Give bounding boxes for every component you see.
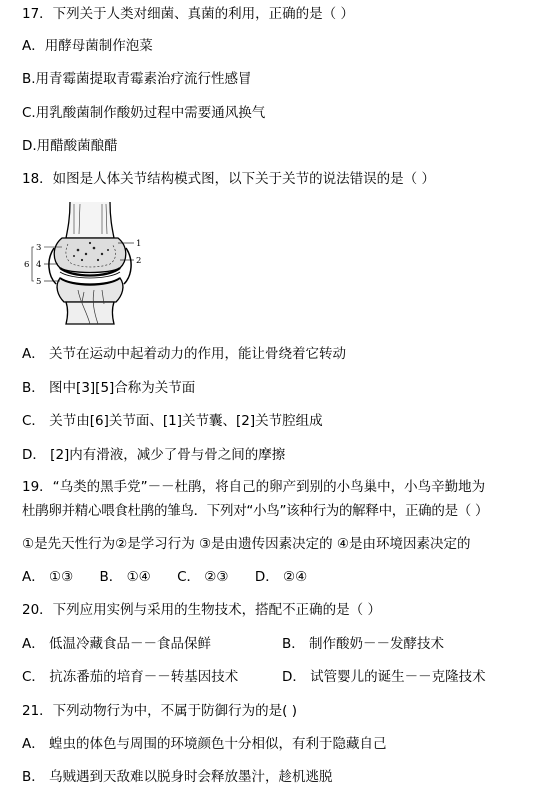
figure-label-3: 3 [36,243,42,253]
q19-options [22,568,307,586]
q20-option-c: C． 抗冻番茄的培育－－转基因技术 [22,669,239,685]
figure-label-2: 2 [136,256,142,266]
q19-option-b: B． ①④ [99,569,151,585]
q21-option-b: B． 乌贼遇到天敌难以脱身时会释放墨汁，趁机逃脱 [22,769,333,785]
figure-label-4: 4 [36,260,42,270]
q21-option-a: A． 蝗虫的体色与周围的环境颜色十分相似，有利于隐藏自己 [22,736,387,752]
q21-stem: 21．下列动物行为中，不属于防御行为的是( ) [22,703,298,719]
q20-option-d: D． 试管婴儿的诞生－－克隆技术 [282,669,486,685]
joint-structure-diagram [22,198,152,326]
figure-label-5: 5 [36,277,42,287]
q17-option-a: A．用酵母菌制作泡菜 [22,38,153,54]
q17-option-b: B.用青霉菌提取青霉素治疗流行性感冒 [22,71,252,87]
q19-stem-line-2: 杜鹃卵并精心喂食杜鹃的雏鸟．下列对“小鸟”该种行为的解释中，正确的是（ ） [22,503,489,519]
q17-stem: 17．下列关于人类对细菌、真菌的利用，正确的是（ ） [22,6,354,22]
q18-option-b: B． 图中[3][5]合称为关节面 [22,380,196,396]
q19-option-d: D． ②④ [254,569,308,585]
q20-option-b: B． 制作酸奶－－发酵技术 [282,636,445,652]
q20-stem: 20．下列应用实例与采用的生物技术，搭配不正确的是（ ） [22,602,381,618]
figure-label-6: 6 [24,260,30,270]
figure-label-1: 1 [136,239,142,249]
q18-stem: 18．如图是人体关节结构模式图，以下关于关节的说法错误的是（ ） [22,171,435,187]
q17-option-d: D.用醋酸菌酿醋 [22,138,118,154]
q19-option-c: C． ②③ [177,569,229,585]
q18-option-d: D． [2]内有滑液，减少了骨与骨之间的摩擦 [22,447,286,463]
q18-option-a: A． 关节在运动中起着动力的作用，能让骨绕着它转动 [22,346,347,362]
q20-option-a: A． 低温冷藏食品－－食品保鲜 [22,636,212,652]
q18-option-c: C． 关节由[6]关节面、[1]关节囊、[2]关节腔组成 [22,413,323,429]
q19-stem-line-1: 19．“乌类的黑手党”－－杜鹃，将自己的卵产到别的小鸟巢中，小鸟辛勤地为 [22,479,486,495]
q19-option-a: A． ①③ [22,569,74,585]
q19-statements: ①是先天性行为②是学习行为 ③是由遗传因素决定的 ④是由环境因素决定的 [22,536,471,552]
q17-option-c: C.用乳酸菌制作酸奶过程中需要通风换气 [22,105,266,121]
